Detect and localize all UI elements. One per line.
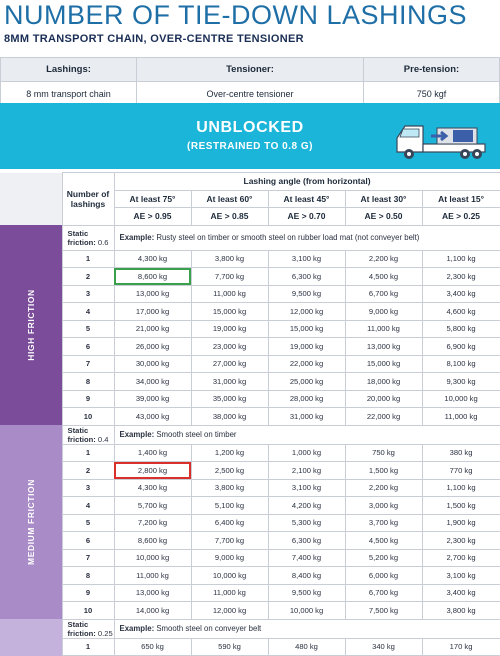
- lashing-spec-table: [0, 57, 500, 106]
- pretension-header: Pre-tension:: [364, 58, 500, 82]
- capacity-cell: 3,100 kg: [422, 567, 500, 585]
- capacity-cell: 770 kg: [422, 462, 500, 480]
- example-text: Smooth steel on conveyer belt: [156, 624, 262, 633]
- capacity-cell: 170 kg: [422, 638, 500, 656]
- capacity-cell: 18,000 kg: [345, 373, 422, 391]
- capacity-cell: 14,000 kg: [114, 602, 191, 620]
- ae-col-3: AE > 0.50: [345, 208, 422, 226]
- capacity-cell: 1,100 kg: [422, 479, 500, 497]
- capacity-cell: 1,500 kg: [422, 497, 500, 515]
- capacity-cell: 13,000 kg: [114, 584, 191, 602]
- capacity-cell: 2,200 kg: [345, 250, 422, 268]
- capacity-cell: 43,000 kg: [114, 408, 191, 426]
- table-row: [0, 584, 500, 602]
- capacity-cell: 4,500 kg: [345, 532, 422, 550]
- ae-col-2: AE > 0.70: [268, 208, 345, 226]
- static-friction-label: Static friction:: [67, 425, 96, 444]
- table-row: [0, 532, 500, 550]
- table-row: [0, 479, 500, 497]
- lashing-count-cell: 7: [62, 355, 114, 373]
- table-row: [0, 338, 500, 356]
- lashing-count-cell: 9: [62, 390, 114, 408]
- capacity-cell: 31,000 kg: [268, 408, 345, 426]
- lashing-count-cell: 1: [62, 250, 114, 268]
- capacity-cell: 1,200 kg: [191, 444, 268, 462]
- capacity-cell: 7,200 kg: [114, 514, 191, 532]
- friction-example-cell: [114, 425, 500, 444]
- ae-col-0: AE > 0.95: [114, 208, 191, 226]
- capacity-cell: 480 kg: [268, 638, 345, 656]
- lashing-count-cell: 4: [62, 497, 114, 515]
- friction-group-label: HIGH FRICTION: [25, 289, 36, 361]
- static-friction-value: 0.6: [97, 237, 109, 247]
- table-row: [0, 497, 500, 515]
- table-row: [0, 408, 500, 426]
- table-row: [0, 602, 500, 620]
- lashing-count-cell: 6: [62, 532, 114, 550]
- capacity-cell: 7,400 kg: [268, 549, 345, 567]
- lashing-count-cell: 5: [62, 320, 114, 338]
- lashings-value: 8 mm transport chain: [1, 82, 137, 106]
- capacity-cell: 6,700 kg: [345, 584, 422, 602]
- static-friction-label: Static friction:: [67, 619, 96, 638]
- capacity-cell: 4,200 kg: [268, 497, 345, 515]
- capacity-cell: 15,000 kg: [191, 303, 268, 321]
- lashing-count-cell: 4: [62, 303, 114, 321]
- capacity-cell: 8,400 kg: [268, 567, 345, 585]
- ae-col-1: AE > 0.85: [191, 208, 268, 226]
- capacity-cell: 3,000 kg: [345, 497, 422, 515]
- banner-subtitle: (RESTRAINED TO 0.8 G): [187, 141, 313, 152]
- capacity-cell: 15,000 kg: [268, 320, 345, 338]
- capacity-cell: 590 kg: [191, 638, 268, 656]
- ae-col-4: AE > 0.25: [422, 208, 500, 226]
- capacity-cell: 1,500 kg: [345, 462, 422, 480]
- capacity-cell: 20,000 kg: [345, 390, 422, 408]
- banner-title: UNBLOCKED: [196, 119, 304, 136]
- capacity-cell: 12,000 kg: [268, 303, 345, 321]
- capacity-cell: 3,800 kg: [191, 250, 268, 268]
- page-title: NUMBER OF TIE-DOWN LASHINGS: [4, 0, 468, 30]
- capacity-cell: 2,300 kg: [422, 532, 500, 550]
- capacity-cell: 5,800 kg: [422, 320, 500, 338]
- capacity-cell: 4,300 kg: [114, 479, 191, 497]
- table-row: [0, 285, 500, 303]
- capacity-cell: 2,700 kg: [422, 549, 500, 567]
- lashing-count-cell: 7: [62, 549, 114, 567]
- lashings-header: Lashings:: [1, 58, 137, 82]
- capacity-cell: 11,000 kg: [191, 285, 268, 303]
- capacity-cell: 6,400 kg: [191, 514, 268, 532]
- capacity-cell: 3,400 kg: [422, 584, 500, 602]
- angle-col-3: At least 30°: [345, 190, 422, 208]
- angle-col-0: At least 75°: [114, 190, 191, 208]
- capacity-cell: 9,000 kg: [345, 303, 422, 321]
- capacity-cell: 1,000 kg: [268, 444, 345, 462]
- static-friction-cell: [62, 225, 114, 250]
- capacity-cell: 8,100 kg: [422, 355, 500, 373]
- friction-group-band: [0, 225, 62, 425]
- lashing-count-cell: 6: [62, 338, 114, 356]
- table-row: [0, 250, 500, 268]
- static-friction-value: 0.4: [97, 434, 109, 444]
- capacity-cell: 11,000 kg: [114, 567, 191, 585]
- capacity-cell: 10,000 kg: [422, 390, 500, 408]
- corner-blank: [0, 173, 62, 226]
- capacity-cell: 380 kg: [422, 444, 500, 462]
- capacity-cell: 9,500 kg: [268, 584, 345, 602]
- capacity-cell: 19,000 kg: [191, 320, 268, 338]
- capacity-cell: 10,000 kg: [114, 549, 191, 567]
- tensioner-header: Tensioner:: [137, 58, 364, 82]
- capacity-cell: 19,000 kg: [268, 338, 345, 356]
- lashing-count-cell: 8: [62, 373, 114, 391]
- capacity-cell: 4,300 kg: [114, 250, 191, 268]
- capacity-cell: 23,000 kg: [191, 338, 268, 356]
- capacity-cell: 13,000 kg: [114, 285, 191, 303]
- example-label: Example:: [119, 430, 155, 439]
- table-row: [0, 320, 500, 338]
- capacity-cell: 2,200 kg: [345, 479, 422, 497]
- capacity-cell: 11,000 kg: [191, 584, 268, 602]
- capacity-cell: 4,600 kg: [422, 303, 500, 321]
- lashing-count-cell: 2: [62, 268, 114, 286]
- angle-col-1: At least 60°: [191, 190, 268, 208]
- capacity-cell: 3,100 kg: [268, 479, 345, 497]
- lashing-count-cell: 10: [62, 408, 114, 426]
- capacity-cell: 10,000 kg: [268, 602, 345, 620]
- table-row: [0, 638, 500, 656]
- capacity-cell: 9,500 kg: [268, 285, 345, 303]
- lashing-count-cell: 3: [62, 285, 114, 303]
- table-row: [0, 514, 500, 532]
- friction-group-label: MEDIUM FRICTION: [25, 479, 36, 565]
- highlighted-capacity-cell-green: 8,600 kg: [114, 268, 191, 286]
- lashing-count-cell: 10: [62, 602, 114, 620]
- capacity-cell: 9,000 kg: [191, 549, 268, 567]
- capacity-cell: 7,500 kg: [345, 602, 422, 620]
- capacity-cell: 7,700 kg: [191, 268, 268, 286]
- capacity-cell: 6,700 kg: [345, 285, 422, 303]
- static-friction-value: 0.25: [97, 628, 113, 638]
- lashing-count-cell: 8: [62, 567, 114, 585]
- static-friction-cell: [62, 619, 114, 638]
- capacity-cell: 26,000 kg: [114, 338, 191, 356]
- table-row: [0, 268, 500, 286]
- friction-group-band: [0, 425, 62, 619]
- capacity-cell: 38,000 kg: [191, 408, 268, 426]
- table-row: [0, 462, 500, 480]
- capacity-cell: 4,500 kg: [345, 268, 422, 286]
- friction-example-cell: [114, 225, 500, 250]
- capacity-cell: 13,000 kg: [345, 338, 422, 356]
- capacity-cell: 340 kg: [345, 638, 422, 656]
- table-row: [0, 303, 500, 321]
- table-row: [0, 549, 500, 567]
- capacity-cell: 39,000 kg: [114, 390, 191, 408]
- capacity-cell: 1,100 kg: [422, 250, 500, 268]
- friction-group-band: [0, 619, 62, 656]
- capacity-cell: 10,000 kg: [191, 567, 268, 585]
- capacity-cell: 3,800 kg: [422, 602, 500, 620]
- capacity-cell: 21,000 kg: [114, 320, 191, 338]
- capacity-cell: 2,300 kg: [422, 268, 500, 286]
- example-text: Smooth steel on timber: [156, 430, 237, 439]
- capacity-cell: 3,400 kg: [422, 285, 500, 303]
- angle-col-2: At least 45°: [268, 190, 345, 208]
- example-text: Rusty steel on timber or smooth steel on rubber load mat (not conveyer belt): [156, 232, 420, 242]
- capacity-cell: 30,000 kg: [114, 355, 191, 373]
- capacity-cell: 27,000 kg: [191, 355, 268, 373]
- lashing-count-cell: 1: [62, 638, 114, 656]
- lashing-count-cell: 3: [62, 479, 114, 497]
- capacity-cell: 6,000 kg: [345, 567, 422, 585]
- table-row: [0, 373, 500, 391]
- capacity-cell: 5,100 kg: [191, 497, 268, 515]
- tensioner-value: Over-centre tensioner: [137, 82, 364, 106]
- table-row: [0, 567, 500, 585]
- capacity-cell: 28,000 kg: [268, 390, 345, 408]
- capacity-cell: 11,000 kg: [422, 408, 500, 426]
- static-friction-label: Static friction:: [67, 228, 96, 247]
- lashing-count-cell: 5: [62, 514, 114, 532]
- lashing-capacity-table: [0, 172, 500, 656]
- number-of-lashings-header: Number of lashings: [62, 173, 114, 226]
- example-label: Example:: [119, 232, 155, 242]
- truck-with-load-icon: [395, 118, 487, 162]
- capacity-cell: 2,100 kg: [268, 462, 345, 480]
- capacity-cell: 650 kg: [114, 638, 191, 656]
- capacity-cell: 1,400 kg: [114, 444, 191, 462]
- lashing-count-cell: 1: [62, 444, 114, 462]
- capacity-cell: 6,900 kg: [422, 338, 500, 356]
- capacity-cell: 3,100 kg: [268, 250, 345, 268]
- static-friction-cell: [62, 425, 114, 444]
- capacity-cell: 22,000 kg: [268, 355, 345, 373]
- lashing-count-cell: 9: [62, 584, 114, 602]
- angle-header: Lashing angle (from horizontal): [114, 173, 500, 191]
- capacity-cell: 8,600 kg: [114, 532, 191, 550]
- capacity-cell: 12,000 kg: [191, 602, 268, 620]
- capacity-cell: 5,700 kg: [114, 497, 191, 515]
- capacity-cell: 15,000 kg: [345, 355, 422, 373]
- pretension-value: 750 kgf: [364, 82, 500, 106]
- capacity-cell: 11,000 kg: [345, 320, 422, 338]
- highlighted-capacity-cell-red: 2,800 kg: [114, 462, 191, 480]
- table-row: [0, 444, 500, 462]
- page-subtitle: 8MM TRANSPORT CHAIN, OVER-CENTRE TENSIONER: [4, 33, 304, 45]
- capacity-cell: 9,300 kg: [422, 373, 500, 391]
- capacity-cell: 17,000 kg: [114, 303, 191, 321]
- capacity-cell: 35,000 kg: [191, 390, 268, 408]
- capacity-cell: 1,900 kg: [422, 514, 500, 532]
- capacity-cell: 7,700 kg: [191, 532, 268, 550]
- capacity-cell: 3,800 kg: [191, 479, 268, 497]
- table-row: [0, 355, 500, 373]
- example-label: Example:: [119, 624, 155, 633]
- capacity-cell: 2,500 kg: [191, 462, 268, 480]
- capacity-cell: 5,200 kg: [345, 549, 422, 567]
- capacity-cell: 25,000 kg: [268, 373, 345, 391]
- friction-example-cell: [114, 619, 500, 638]
- capacity-cell: 5,300 kg: [268, 514, 345, 532]
- capacity-cell: 6,300 kg: [268, 268, 345, 286]
- table-row: [0, 390, 500, 408]
- capacity-cell: 6,300 kg: [268, 532, 345, 550]
- capacity-cell: 750 kg: [345, 444, 422, 462]
- angle-col-4: At least 15°: [422, 190, 500, 208]
- capacity-cell: 3,700 kg: [345, 514, 422, 532]
- capacity-cell: 22,000 kg: [345, 408, 422, 426]
- capacity-cell: 34,000 kg: [114, 373, 191, 391]
- lashing-count-cell: 2: [62, 462, 114, 480]
- capacity-cell: 31,000 kg: [191, 373, 268, 391]
